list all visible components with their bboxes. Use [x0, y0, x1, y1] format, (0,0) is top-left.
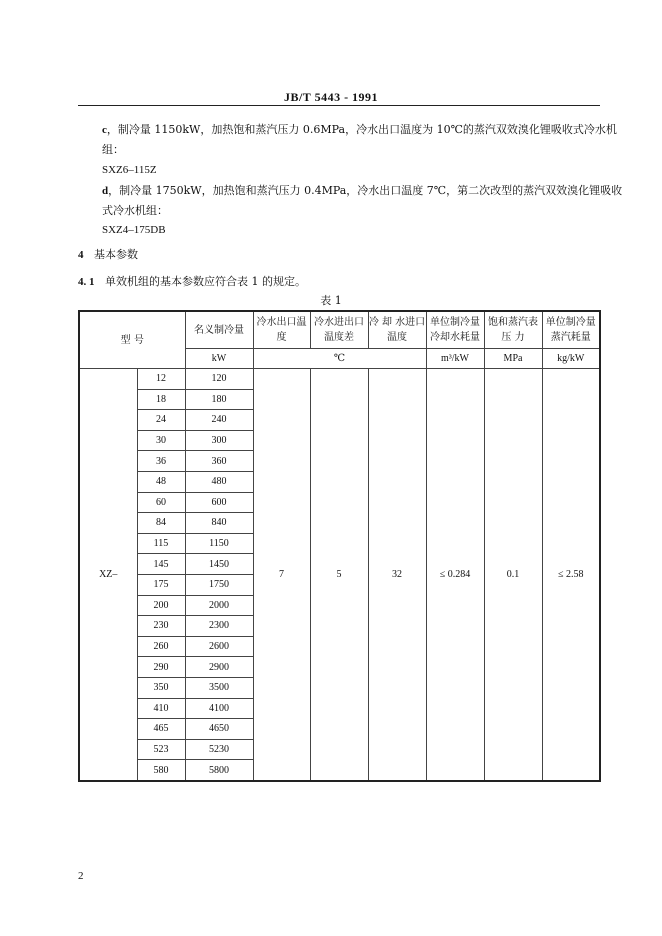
model-code-cell: 260 [137, 636, 185, 657]
item-d-model: SXZ4–175DB [102, 224, 166, 236]
capacity-cell: 4100 [185, 698, 253, 719]
capacity-cell: 180 [185, 389, 253, 410]
clause-4-1 [78, 273, 306, 289]
item-c-paragraph [78, 120, 624, 160]
model-code-cell: 84 [137, 513, 185, 534]
model-code-cell: 24 [137, 410, 185, 431]
header-rule [78, 105, 600, 106]
item-d-paragraph [78, 181, 624, 221]
model-code-cell: 580 [137, 760, 185, 781]
table-caption: 表 1 [320, 294, 342, 307]
capacity-cell: 2600 [185, 636, 253, 657]
header-model: 型 号 [79, 311, 185, 369]
item-c-text: ，制冷量 1150kW，加热饱和蒸汽压力 0.6MPa，冷水出口温度为 10℃的蒸汽双效溴化锂吸收式冷水机组： [102, 123, 617, 156]
capacity-cell: 360 [185, 451, 253, 472]
capacity-cell: 5800 [185, 760, 253, 781]
model-code-cell: 12 [137, 369, 185, 390]
header-chilled-diff: 冷水进出口温度差 [310, 311, 368, 349]
item-d-label: d [102, 185, 109, 197]
capacity-cell: 300 [185, 430, 253, 451]
cooling-in-value: 32 [368, 369, 426, 781]
capacity-cell: 5230 [185, 739, 253, 760]
model-code-cell: 48 [137, 471, 185, 492]
cooling-water-value: ≤ 0.284 [426, 369, 484, 781]
document-header: JB/T 5443 - 1991 [283, 90, 379, 104]
model-code-cell: 36 [137, 451, 185, 472]
model-code-cell: 30 [137, 430, 185, 451]
capacity-cell: 2900 [185, 657, 253, 678]
section-4-title: 基本参数 [94, 248, 138, 261]
section-4-heading [78, 246, 138, 262]
unit-pressure: MPa [484, 349, 542, 369]
capacity-cell: 120 [185, 369, 253, 390]
capacity-cell: 4650 [185, 719, 253, 740]
model-code-cell: 465 [137, 719, 185, 740]
capacity-cell: 1750 [185, 574, 253, 595]
header-chilled-out: 冷水出口温度 [253, 311, 310, 349]
header-capacity: 名义制冷量 [185, 311, 253, 349]
capacity-cell: 1150 [185, 533, 253, 554]
chilled-out-value: 7 [253, 369, 310, 781]
item-c-model: SXZ6–115Z [102, 164, 157, 176]
steam-pressure-value: 0.1 [484, 369, 542, 781]
capacity-cell: 480 [185, 471, 253, 492]
capacity-cell: 840 [185, 513, 253, 534]
model-code-cell: 230 [137, 616, 185, 637]
unit-steam: kg/kW [542, 349, 600, 369]
capacity-cell: 3500 [185, 677, 253, 698]
unit-temperature: ℃ [253, 349, 426, 369]
model-code-cell: 18 [137, 389, 185, 410]
model-code-cell: 523 [137, 739, 185, 760]
header-cooling-water: 单位制冷量冷却水耗量 [426, 311, 484, 349]
capacity-cell: 2000 [185, 595, 253, 616]
model-code-cell: 200 [137, 595, 185, 616]
page-number: 2 [78, 870, 84, 882]
header-steam-consumption: 单位制冷量蒸汽耗量 [542, 311, 600, 349]
capacity-cell: 600 [185, 492, 253, 513]
header-cooling-in: 冷 却 水进口温度 [368, 311, 426, 349]
capacity-cell: 240 [185, 410, 253, 431]
model-code-cell: 290 [137, 657, 185, 678]
model-code-cell: 410 [137, 698, 185, 719]
model-code-cell: 175 [137, 574, 185, 595]
unit-cooling-water: m³/kW [426, 349, 484, 369]
item-c-label: c [102, 124, 107, 136]
capacity-cell: 1450 [185, 554, 253, 575]
model-prefix: XZ– [79, 369, 137, 781]
model-code-cell: 115 [137, 533, 185, 554]
clause-4-1-number: 4. 1 [78, 276, 95, 288]
item-d-text: ，制冷量 1750kW，加热饱和蒸汽压力 0.4MPa，冷水出口温度 7℃，第二次改型的蒸汽双效溴化锂吸收式冷水机组： [102, 184, 623, 217]
capacity-cell: 2300 [185, 616, 253, 637]
section-4-number: 4 [78, 249, 84, 261]
header-steam-pressure: 饱和蒸汽表 压 力 [484, 311, 542, 349]
model-code-cell: 145 [137, 554, 185, 575]
clause-4-1-text: 单效机组的基本参数应符合表 1 的规定。 [105, 275, 306, 288]
unit-capacity: kW [185, 349, 253, 369]
chilled-diff-value: 5 [310, 369, 368, 781]
model-code-cell: 350 [137, 677, 185, 698]
steam-consumption-value: ≤ 2.58 [542, 369, 600, 781]
model-code-cell: 60 [137, 492, 185, 513]
table-row [79, 369, 600, 390]
parameters-table [78, 310, 601, 782]
